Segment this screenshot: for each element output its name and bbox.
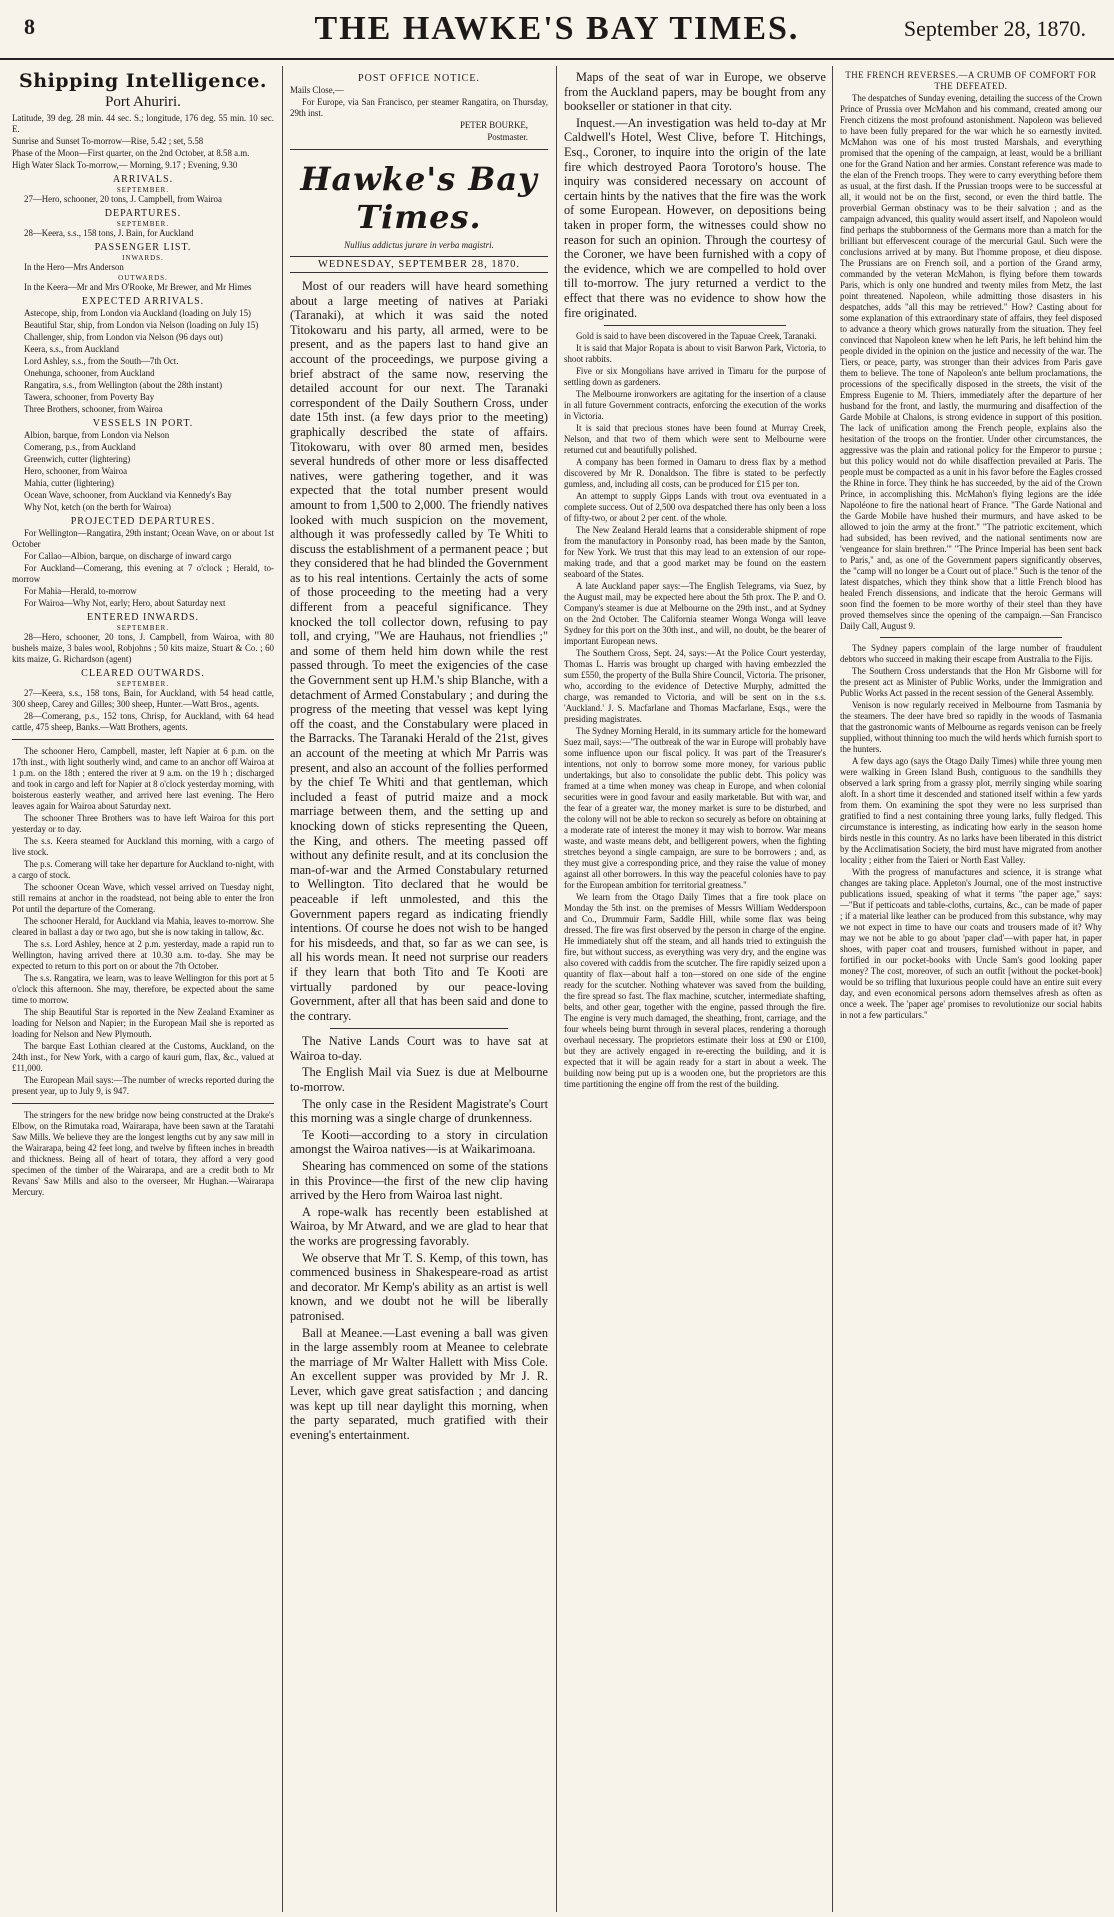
divider — [604, 325, 786, 326]
inwards-label: INWARDS. — [122, 254, 164, 262]
news-item: The s.s. Keera steamed for Auckland this morning, with a cargo of live stock. — [12, 836, 274, 857]
shipping-news — [12, 746, 274, 1097]
port-name: Port Ahuriri. — [105, 94, 181, 110]
cleared-outwards-heading: CLEARED OUTWARDS. — [81, 668, 205, 679]
list-item: Lord Ashley, s.s., from the South—7th Oct. — [24, 356, 179, 366]
news-item: It is said that precious stones have been found at Murray Creek, Nelson, and that two of them which were sent to Melbourne were returned cut and beautifully polished. — [564, 423, 826, 456]
motto: Nullius addictus jurare in verba magistri. — [344, 240, 494, 250]
list-item: Hero, schooner, from Wairoa — [24, 466, 128, 476]
news-item: Gold is said to have been discovered in the Tapuae Creek, Taranaki. — [576, 331, 817, 342]
divider — [330, 1028, 508, 1029]
stringers-article: The stringers for the new bridge now being constructed at the Drake's Elbow, on the Rimutaka road, Wairarapa, have been sawn at the Taratahi Saw Mills. We believe they are the longest lengths cut by any saw mill in the Wairarapa, being 42 feet long, and twelve by fifteen inches in breadth and thickness. Being all of heart of totara, they afford a very good specimen of the timber of the Wairarapa, and are a credit both to Mr Revans' Saw Mills and also to the overseer, Mr Hughan.—Wairarapa Mercury. — [12, 1110, 274, 1197]
passenger-entry: In the Hero—Mrs Anderson — [24, 262, 124, 272]
divider — [290, 149, 548, 150]
signature-title: Postmaster. — [487, 132, 528, 142]
notice-text: For Europe, via San Francisco, per steamer Rangatira, on Thursday, 29th inst. — [290, 97, 548, 118]
list-item: For Auckland—Comerang, this evening at 7 o'clock ; Herald, to-morrow — [12, 563, 274, 584]
sunrise-text: Sunrise and Sunset To-morrow—Rise, 5.42 ; set, 5.58 — [12, 136, 204, 146]
month-label: SEPTEMBER. — [116, 680, 170, 688]
inquest-article: Inquest.—An investigation was held to-day at Mr Caldwell's Hotel, West Clive, before T. Hitchings, Esq., Coroner, to inquire into the origin of the late fire which destroyed Paora Torotoro's house. The inquiry was considered necessary on account of certain hints by the natives that the fire was the work of some European. However, on depositions being taken in proper form, the witnesses could show no reason for such an opinion. Through the courtesy of the Coroner, we have been furnished with a copy of the evidence, which we are compelled to hold over till to-morrow. The jury returned a verdict to the effect that there was no evidence to show how the fire originated. — [564, 115, 826, 320]
signature-name: PETER BOURKE, — [459, 120, 528, 130]
departure-entry: 28—Keera, s.s., 158 tons, J. Bain, for Auckland — [24, 228, 194, 238]
list-item: Albion, barque, from London via Nelson — [24, 430, 170, 440]
news-item: The Sydney Morning Herald, in its summary article for the homeward Suez mail, says:—"The outbreak of the war in Europe will probably have some influence upon our fiscal policy. It was part of the Treasurer's intentions, not only to borrow some more money, for various public undertakings, but also to consolidate the public debt. This policy was framed at a time when money was cheap in Europe, and when colonial securities were in good favour and easily marketable. But with war, and the fear of a greater war, the money market is sure to be disturbed, and the colony will not be able to reckon so securely as before on obtaining at a moderate rate of interest the money it may wish to borrow. War means waste, and waste means debt, and belligerent powers, when the fighting stretches beyond a single campaign, are sure to be borrowers ; and, as they must give a corresponding price, and they raise the value of money against all other borrowers. In this way the peaceful colonies have to pay for the European ambition for territorial greatness." — [564, 726, 826, 891]
news-item: Venison is now regularly received in Melbourne from Tasmania by the steamers. The deer have bred so rapidly in the woods of Tasmania that the gastronomic wants of Melbourne as regards venison can be freely supplied, without thinning too much the wild herds which furnish sport to the hunters. — [840, 700, 1102, 754]
list-item: For Wairoa—Why Not, early; Hero, about Saturday next — [24, 598, 226, 608]
editorial-dateline: WEDNESDAY, SEPTEMBER 28, 1870. — [290, 256, 548, 273]
arrival-entry: 27—Hero, schooner, 20 tons, J. Campbell, from Wairoa — [24, 194, 222, 204]
month-label: SEPTEMBER. — [116, 186, 170, 194]
shipping-heading: Shipping Intelligence. — [19, 70, 267, 92]
news-item: Maps of the seat of war in Europe, we observe from the Auckland papers, may be bought from any bookseller or stationer in that city. — [564, 70, 826, 114]
divider — [12, 739, 274, 740]
news-item: Te Kooti—according to a story in circulation amongst the Wairoa natives—is at Waikarimoana. — [290, 1127, 548, 1157]
month-label: SEPTEMBER. — [116, 624, 170, 632]
list-item: Rangatira, s.s., from Wellington (about the 28th instant) — [24, 380, 223, 390]
news-item: The Southern Cross, Sept. 24, says:—At the Police Court yesterday, Thomas L. Harris was brought up charged with having embezzled the sum £550, the property of the Bulla Shire Council, Victoria. The prisoner, who, according to the evidence of Detective Murphy, admitted the charge, was remanded to Victoria, and will be sent on in the s.s. 'Auckland.' J. S. Macfarlane and Thomas Macfarlane, Esqs., were the presiding magistrates. — [564, 648, 826, 725]
news-item: The schooner Ocean Wave, which vessel arrived on Tuesday night, still remains at anchor in the roadstead, not being able to enter the Iron Pot until the departure of the Comerang. — [12, 882, 274, 914]
column-rule — [282, 66, 283, 1912]
list-item: For Callao—Albion, barque, on discharge of inward cargo — [24, 551, 232, 561]
column-local-news — [564, 70, 826, 1910]
french-reverses-article: The despatches of Sunday evening, detailing the success of the Crown Prince of Prussia over McMahon and his command, created among our French citizens the most profound astonishment. Napoleon was believed to have been fully prepared for the war which he so earnestly invited. McMahon was one of his most trusted Marshals, and everything promised that the opening of the campaign, at least, would be a brilliant one for the Grand Nation and her armies. Constant reference was made to the elan of the French troops. They were to carry everything before them as usual, at the first dash. If the Prussian troops were to be successful at all, it would not be on the first, second, or even the third battle. The proverbial German obstinacy was to be their salvation ; and as the campaign advanced, this quality would assert itself, and Napoleon would find perhaps the stubbornness of the Germans more than a match for the brilliant but effervescent courage of the mercurial Gaul. Such were the conclusions arrived at by many. But l'homme propose, et dieu dispose. The Prussians are on French soil, and a portion of the Grand army, commanded by the veteran McMahon, is flying before them towards Paris, which is only one hundred and twenty miles from Metz, the last point threatened. Napoleon, while admitting those disasters in his despatches, adds "all this may be retrieved." How? Casting about for some explanation of this extraordinary state of affairs, they feel disposed to advance a theory which grows naturally from the situation. They feel convinced that Napoleon knew when he left Paris, he left behind him the people divided in the opinion on the justice and necessity of the war. The Tiers, or peace, party, was stronger than their advices from Paris gave them to believe. The tone of Napoleon's ante bellum proclamations, the processions of the specifically disposed in the streets, the visit of the Empress Eugenie to M. Thiers, immediately after the departure of her husband for the front, and lastly, the murmuring and disaffection of the Garde Mobile at Chalons, is strong evidence in support of this position. The lack of unification among the French people, explains also the hesitation of the troops on the frontier. Under other circumstances, the aggressive was the plain and rational policy for the Emperor to pursue ; but this policy would not do while disaffection prevailed at Paris. The people must be compacted as a unit in his favor before the Eagles crossed the Rhine in force. They think he has succeeded, by the aid of the Crown Prince, in accomplishing this. McMahon's flying legions are the idée Napoléone to fire the national heart of France. "The Garde National and the Garde Mobile have hushed their murmurs, and have asked to be allowed to join the army at the front." "The patriotic excitement, which had subsided, has been revived, and the national sentiments now are 'vengeance for slain brethren.'" "The Prince Imperial has been sent back to Paris," and, as one of the Government papers significantly observes, the "camp will no longer be a Court out of place." Such is the tenor of the latest dispatches, which they think show that a little French blood has healed French dissensions, and indicate that the heroic Germans will soon find the foemen to be more worthy of their steel than they have proved themselves since the opening of the campaign.—San Francisco Daily Call, August 9. — [840, 93, 1102, 631]
list-item: Challenger, ship, from London via Nelson (96 days out) — [24, 332, 223, 342]
news-item: The schooner Hero, Campbell, master, left Napier at 6 p.m. on the 17th inst., with light southerly wind, and came to an anchor off Wairoa at 1 p.m. on the 18th ; entered the river at 9 a.m. on the 19 h ; discharged and took in cargo and left for Napier at 8 o'clock yesterday morning, with boisterous easterly weather, and arrived here last evening. The Hero leaves again for Wairoa about Saturday next. — [12, 746, 274, 811]
news-item: An attempt to supply Gipps Lands with trout ova eventuated in a complete success. Out of 2,500 ova despatched there has only been a loss of fifty-two, or about 2 per cent. of the whole. — [564, 491, 826, 524]
list-item: Onehunga, schooner, from Auckland — [24, 368, 155, 378]
news-item: A late Auckland paper says:—The English Telegrams, via Suez, by the August mail, may be expected here about the 5th prox. The P. and O. Company's steamer is due at Melbourne on the 29th inst., and at Sydney on the 2nd October. The California steamer Wonga Wonga will leave Sydney for this port on the 30th inst., and will, no doubt, be the bearer of important European news. — [564, 581, 826, 647]
news-item: The Sydney papers complain of the large number of fraudulent debtors who succeed in making their escape from Australia to the Fijis. — [840, 643, 1102, 664]
page-header — [0, 0, 1114, 60]
news-item: Ball at Meanee.—Last evening a ball was given in the large assembly room at Meanee to celebrate the marriage of Mr Walter Hallett with Miss Cole. An excellent supper was provided by Mr J. R. Lever, which gave great satisfaction ; and dancing was kept up till near daylight this morning, when the party separated, much gratified with their evening's entertainment. — [290, 1325, 548, 1442]
list-item: Astecope, ship, from London via Auckland (loading on July 15) — [24, 308, 252, 318]
list-item: For Wellington—Rangatira, 29th instant; Ocean Wave, on or about 1st October — [12, 528, 274, 549]
column-foreign-news — [840, 70, 1102, 1910]
high-water-text: High Water Slack To-morrow,— Morning, 9.17 ; Evening, 9.30 — [12, 160, 238, 170]
outwards-label: OUTWARDS. — [118, 274, 168, 282]
french-reverses-heading: THE FRENCH REVERSES.—A CRUMB OF COMFORT FOR THE DEFEATED. — [845, 70, 1097, 91]
projected-departures-list — [12, 528, 274, 609]
news-item: Shearing has commenced on some of the stations in this Province—the first of the new clip having arrived by the Hero from Wairoa last night. — [290, 1159, 548, 1203]
divider — [12, 1103, 274, 1104]
news-item: The Native Lands Court was to have sat at Wairoa to-day. — [290, 1034, 548, 1063]
list-item: Why Not, ketch (on the berth for Wairoa) — [24, 502, 171, 512]
projected-departures-heading: PROJECTED DEPARTURES. — [70, 516, 216, 527]
news-item: The Melbourne ironworkers are agitating for the insertion of a clause in all future Government contracts, enforcing the execution of the works in Victoria. — [564, 389, 826, 422]
list-item: For Mahia—Herald, to-morrow — [24, 586, 137, 596]
list-item: Comerang, p.s., from Auckland — [24, 442, 136, 452]
news-item: The s.s. Lord Ashley, hence at 2 p.m. yesterday, made a rapid run to Wellington, having arrived there at 10.30 a.m. to-day. She may be expected to return to this port on or about the 7th October. — [12, 939, 274, 971]
news-item: The New Zealand Herald learns that a considerable shipment of rope from the manufactory in Ponsonby road, has been made by the Santon, for New York. We trust that this may lead to an extension of our rope-making trade, and that a good market may be found on the eastern seaboard of the States. — [564, 525, 826, 580]
issue-date: September 28, 1870. — [903, 16, 1086, 41]
list-item: Ocean Wave, schooner, from Auckland via Kennedy's Bay — [24, 490, 232, 500]
news-item: The p.s. Comerang will take her departure for Auckland to-night, with a cargo of stock. — [12, 859, 274, 880]
entered-inwards-heading: ENTERED INWARDS. — [86, 612, 200, 623]
departures-heading: DEPARTURES. — [104, 208, 182, 219]
expected-arrivals-list — [12, 308, 274, 415]
cleared-entry: 27—Keera, s.s., 158 tons, Bain, for Auckland, with 54 head cattle, 300 sheep, Carey and Gilles; 300 sheep, Hunter.—Watt Bros., agents. — [12, 688, 274, 709]
news-item: The only case in the Resident Magistrate's Court this morning was a single charge of drunkenness. — [290, 1096, 548, 1126]
list-item: Beautiful Star, ship, from London via Nelson (loading on July 15) — [24, 320, 259, 330]
news-item: The European Mail says:—The number of wrecks reported during the present year, up to July 9, is 947. — [12, 1075, 274, 1096]
vessels-list — [12, 430, 274, 513]
list-item: Greenwich, cutter (lightering) — [24, 454, 131, 464]
cleared-entry: 28—Comerang, p.s., 152 tons, Chrisp, for Auckland, with 64 head cattle, 475 sheep, Banks.—Watt Brothers, agents. — [12, 711, 274, 732]
passenger-list-heading: PASSENGER LIST. — [94, 242, 192, 253]
news-item: The English Mail via Suez is due at Melbourne to-morrow. — [290, 1065, 548, 1095]
news-item: The s.s. Rangatira, we learn, was to leave Wellington for this port at 5 o'clock this afternoon. She may, therefore, be expected about the same time to morrow. — [12, 973, 274, 1005]
news-item: A company has been formed in Oamaru to dress flax by a method discovered by Mr R. Donaldson. The fibre is stated to be perfectly gumless, and, including all costs, can be produced for £15 per ton. — [564, 457, 826, 490]
post-office-notice-heading: POST OFFICE NOTICE. — [358, 73, 480, 84]
column-editorial — [290, 70, 548, 1910]
editorial-article: Most of our readers will have heard something about a large meeting of natives at Pariaki (Taranaki), at which it was said the noted Titokowaru and his party, all armed, were to be present, and as the papers last to hand give an account of the proceedings, we purpose giving a brief abstract of the same now, reserving the detailed account for our next. The Taranaki correspondent of the Daily Southern Cross, under date 15th inst. (a few days prior to the meeting) graphically described the state of affairs. Titokowaru, with over 80 armed men, besides several hundreds of other more or less disaffected natives, were gathering together, and it was expected that the total number present would amount to from 1,500 to 2,000. The friendly natives looked with much suspicion on the movement, although it was professedly called by Te Whiti to discuss the establishment of a permanent peace ; but they considered that he had blinded the Government as to his real intentions. Certainly the acts of some of those proceeding to the meeting had a very different from a peaceful significance. They knocked the toll collector down, refusing to pay toll, and crying, "We are Hauhaus, not friendlies ;" and some of them held him down while the rest passed through. To meet the exigencies of the case the Government sent up H.M.'s ship Blanche, with a detachment of Armed Constabulary ; and during the progress of the meeting that vessel was kept lying off the coast, and the Constabulary were placed in the Barracks. The Taranaki Herald of the 21st, gives an account of the meeting at which Mr Parris was present, and also an account of the follies performed by the chief Te Whiti and that gentleman, which included a feast of putrid maize and a mock marriage between them, and the setting up and knocking down of sticks representing the Queen, the King, and others. The meeting passed off without any definite result, and at its conclusion the man-of-war and the Armed Constabulary returned to Wellington. Tito declared that he would be peaceable if left unmolested, and this the Government papers regard as indicating friendly intentions. Of course he does not wish to be hanged for his misdeeds, and that, so far as we can see, is all his words mean. It need not surprise our readers if they learn that both Tito and Te Kooti are virtually pardoned by our peace-loving Government, after all that has been said and done to the contrary. — [290, 279, 548, 1023]
list-item: Mahia, cutter (lightering) — [24, 478, 114, 488]
news-item: It is said that Major Ropata is about to visit Barwon Park, Victoria, to shoot rabbits. — [564, 343, 826, 365]
news-item: We learn from the Otago Daily Times that a fire took place on Monday the 5th inst. on the premises of Messrs William Wedderspoon and Co., Drummuir Farm, Saddle Hill, while some flax was being dressed. The fire was first observed by the person in charge of the engine. He immediately shut off the steam, and all hands tried to extinguish the fire, but without success, as everything was very dry, and the engine was also covered with caddis from the scutcher. The fire rapidly seized upon a quantity of flax—about half a ton—stored on one side of the engine ready for the scutcher. Nothing whatever was saved from the building, the fire spread so fast. The flax machine, scutcher, intermediate shafting, belts, and other gear, together with the engine, passed through the fire. The engine is very much damaged, the sheathing, front, carriage, and the four wheels being burnt through in several places, rendering a thorough overhaul necessary. The proprietors estimate their loss at £90 or £100, but they are actively engaged in re-erecting the building, and it is expected that it will be again ready for a start in about a week. The building now being put up is a wooden one, but the proprietors are this time partitioning the engine off from the rest of the building. — [564, 892, 826, 1090]
column-shipping — [12, 70, 274, 1910]
entered-entry: 28—Hero, schooner, 20 tons, J. Campbell, from Wairoa, with 80 bushels maize, 3 bales wool, Robjohns ; 50 kits maize, Stuart & Co. ; 60 kits maize, G. Richardson (agent) — [12, 632, 274, 664]
news-item: Five or six Mongolians have arrived in Timaru for the purpose of settling down as gardeners. — [564, 366, 826, 388]
column-rule — [556, 66, 557, 1912]
passenger-entry: In the Keera—Mr and Mrs O'Rooke, Mr Brewer, and Mr Himes — [24, 282, 252, 292]
news-item: We observe that Mr T. S. Kemp, of this town, has commenced business in Shakespeare-road as artist and decorator. Mr Kemp's ability as an artist is well known, and we doubt not he will be liberally patronised. — [290, 1250, 548, 1323]
month-label: SEPTEMBER. — [116, 220, 170, 228]
arrivals-heading: ARRIVALS. — [112, 174, 174, 185]
divider — [880, 637, 1062, 638]
news-item: A rope-walk has recently been established at Wairoa, by Mr Atward, and we are glad to hear that the works are progressing favorably. — [290, 1204, 548, 1248]
list-item: Keera, s.s., from Auckland — [24, 344, 119, 354]
moon-text: Phase of the Moon—First quarter, on the 2nd October, at 8.58 a.m. — [12, 148, 250, 158]
news-item: The schooner Herald, for Auckland via Mahia, leaves to-morrow. She cleared in ballast a day or two ago, but she is now taking in tallow, &c. — [12, 916, 274, 937]
list-item: Three Brothers, schooner, from Wairoa — [24, 404, 163, 414]
newspaper-title: THE HAWKE'S BAY TIMES. — [314, 10, 800, 47]
masthead: Hawke's Bay Times. — [300, 160, 538, 236]
news-item: The ship Beautiful Star is reported in the New Zealand Examiner as loading for Nelson and Napier; in the European Mail she is reported as loading for Nelson and New Plymouth. — [12, 1007, 274, 1039]
expected-arrivals-heading: EXPECTED ARRIVALS. — [81, 296, 205, 307]
page-number: 8 — [24, 14, 35, 39]
vessels-in-port-heading: VESSELS IN PORT. — [92, 418, 194, 429]
news-item: The schooner Three Brothers was to have left Wairoa for this port yesterday or to day. — [12, 813, 274, 834]
news-item: The barque East Lothian cleared at the Customs, Auckland, on the 24th inst., for New York, with a cargo of kauri gum, flax, &c., valued at £11,000. — [12, 1041, 274, 1073]
column-rule — [832, 66, 833, 1912]
latitude-text: Latitude, 39 deg. 28 min. 44 sec. S.; longitude, 176 deg. 55 min. 10 sec. E. — [12, 113, 274, 134]
mails-close-label: Mails Close,— — [290, 85, 344, 95]
news-item: With the progress of manufactures and science, it is strange what changes are taking place. Appleton's Journal, one of the most instructive publications issued, speaking of what it terms "the paper age," says:—"But if petticoats and table-cloths, curtains, &c., can be made of paper ; if a material like leather can be produced from this substance, why may we not expect in time to have our coats and trousers made of it? Why may we not be able to go about 'paper clad'—with paper hat, in paper shoes, with paper coat and trousers, furnished without in paper, and fortified in our pocket-books with Uncle Sam's good looking paper money? The cost, moreover, of such an outfit [without the pocket-book] would be so trifling that luxurious people could have an entire suit every day, and even economical persons adorn themselves afresh as often as once a week. The 'paper age' promises to revolutionize our social habits in not a few particulars." — [840, 867, 1102, 1020]
list-item: Tawera, schooner, from Poverty Bay — [24, 392, 155, 402]
news-item: The Southern Cross understands that the Hon Mr Gisborne will for the present act as Minister of Public Works, under the Immigration and Public Works Act passed in the recent session of the General Assembly. — [840, 666, 1102, 698]
news-item: A few days ago (says the Otago Daily Times) while three young men were walking in Green Island Bush, contiguous to the sandhills they observed a lark spring from a grassy plot, merrily singing while soaring aloft. In a short time it descended and stationed itself within a few yards from them. On examining the spot they were no less surprised than gratified to find a nest containing three young larks, fully fledged. This circumstance is interesting, as indicating how early in the season home birds nestle in this country. As no larks have been liberated in this district by the Acclimatisation Society, the bird must have migrated from another locality ; either from the Taieri or North East Valley. — [840, 756, 1102, 865]
